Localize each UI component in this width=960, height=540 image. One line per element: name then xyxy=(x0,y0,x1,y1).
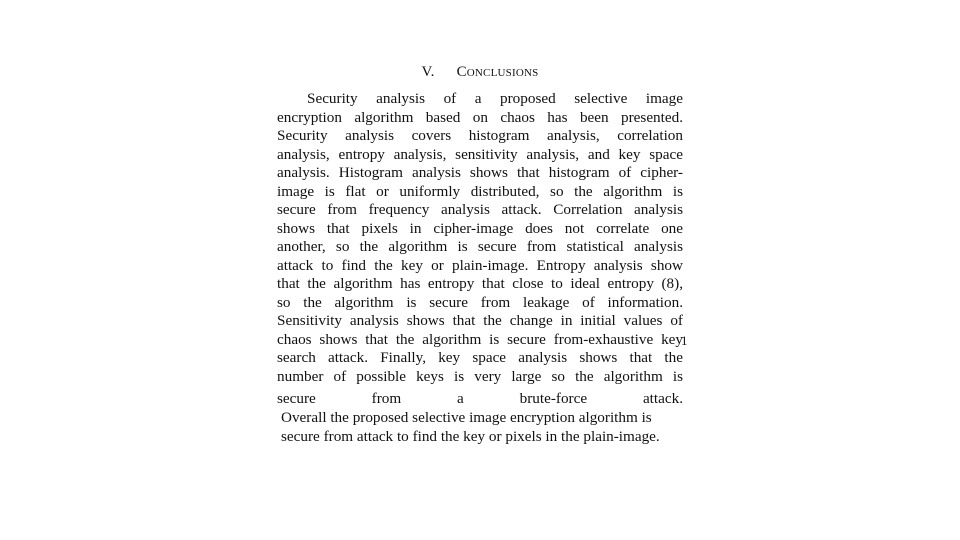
paragraph-line: another, so the algorithm is secure from statistical analysis xyxy=(277,238,683,255)
paragraph-line: that the algorithm has entropy that close to ideal entropy (8), xyxy=(277,275,683,292)
paragraph-line: Security analysis covers histogram analysis, correlation xyxy=(277,127,683,144)
paragraph-line: analysis. Histogram analysis shows that histogram of cipher- xyxy=(277,164,683,181)
paragraph-line: shows that pixels in cipher-image does not correlate one xyxy=(277,219,683,237)
paragraph-line: search attack. Finally, key space analysis shows that the xyxy=(277,349,683,366)
paper-page xyxy=(277,0,683,540)
paragraph-line: Security analysis of a proposed selective image xyxy=(307,90,683,107)
section-title: Conclusions xyxy=(456,64,539,80)
paragraph-line: secure from frequency analysis attack. Correlation analysis xyxy=(277,201,683,218)
section-heading xyxy=(277,64,683,81)
paragraph-line: secure from attack to find the key or pixels in the plain-image. xyxy=(281,428,660,445)
paragraph-line: so the algorithm is secure from leakage of information. xyxy=(277,293,683,311)
paragraph-line: Overall the proposed selective image encryption algorithm is xyxy=(281,409,652,426)
paragraph-line: chaos shows that the algorithm is secure from-exhaustive key xyxy=(277,330,683,348)
paragraph-line: attack to find the key or plain-image. Entropy analysis show xyxy=(277,256,683,274)
paragraph-line: encryption algorithm based on chaos has been presented. xyxy=(277,108,683,126)
paragraph-line: Sensitivity analysis shows that the change in initial values of xyxy=(277,312,683,329)
paragraph-line: analysis, entropy analysis, sensitivity analysis, and key space xyxy=(277,145,683,163)
margin-mark: 1 xyxy=(681,333,688,348)
section-number: V. xyxy=(421,64,435,80)
paragraph-line: image is flat or uniformly distributed, so the algorithm is xyxy=(277,182,683,200)
paragraph-line: number of possible keys is very large so the algorithm is xyxy=(277,367,683,385)
paragraph-line: secure from a brute-force attack. xyxy=(277,390,683,407)
